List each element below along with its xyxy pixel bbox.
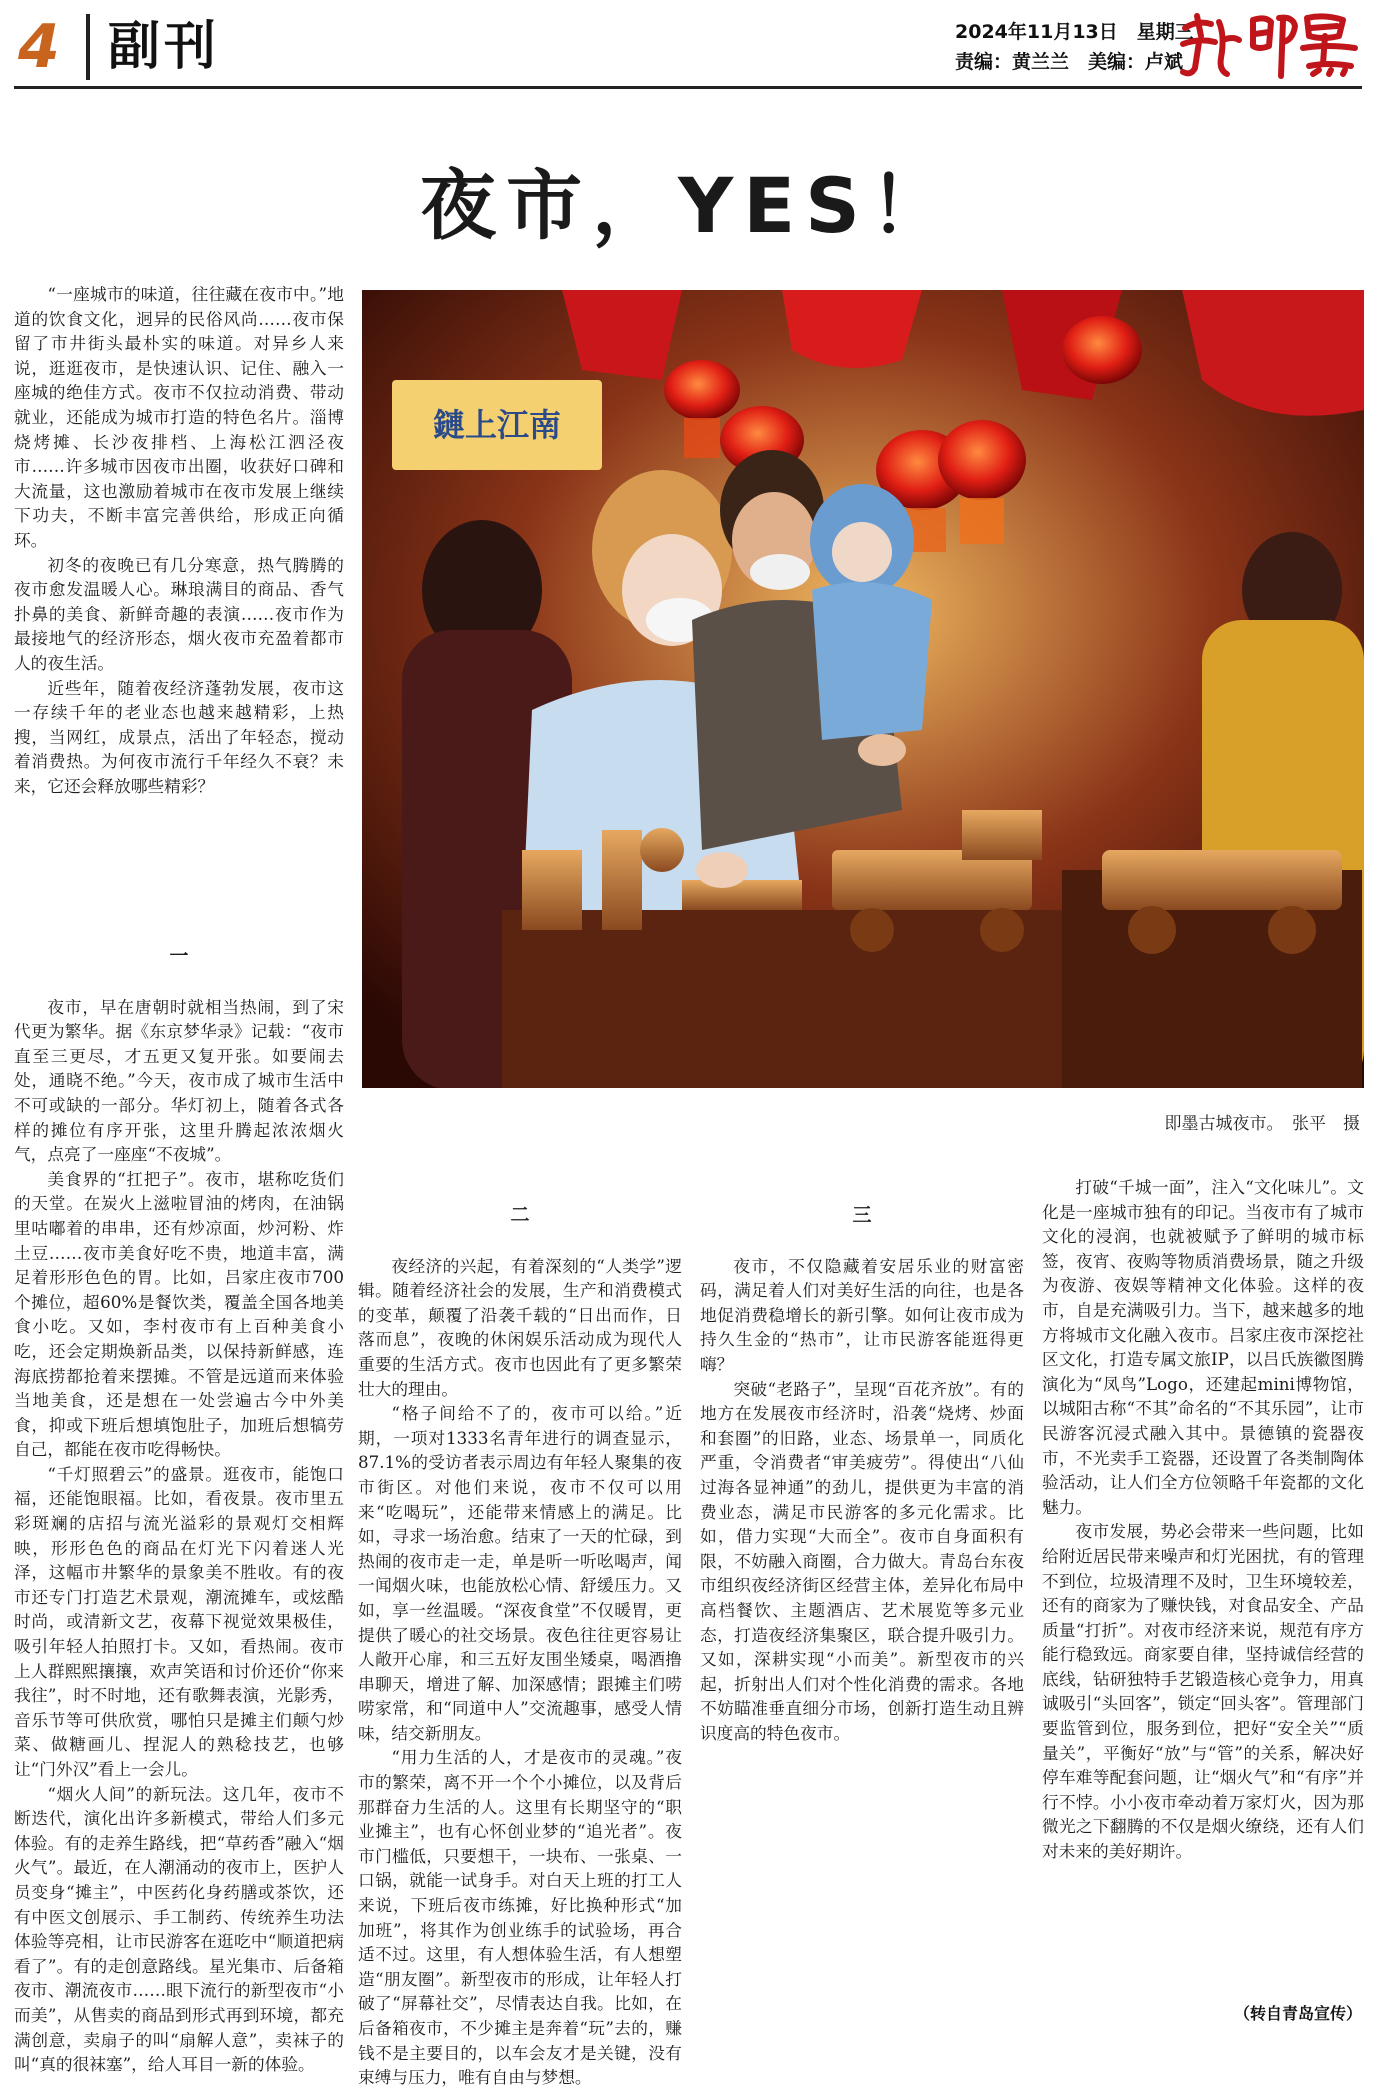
article-intro: [14, 282, 344, 798]
article-source: （转自青岛宣传）: [1233, 2004, 1362, 2023]
intro-paragraph: “一座城市的味道，往往藏在夜市中。”地道的饮食文化，迥异的民俗风尚……夜市保留了市井街头最朴实的味道。对异乡人来说，逛逛夜市，是快速认识、记住、融入一座城的绝佳方式。夜市不仅拉动消费、带动就业，还能成为城市打造的特色名片。淄博烧烤摊、长沙夜排档、上海松江泗泾夜市……许多城市因夜市出圈，收获好口碑和大流量，这也激励着城市在夜市发展上继续下功夫，不断丰富完善供给，形成正向循环。: [14, 284, 344, 550]
editors-line: 责编：黄兰兰 美编：卢斌: [955, 51, 1184, 73]
body-paragraph: 夜市，早在唐朝时就相当热闹，到了宋代更为繁华。据《东京梦华录》记载：“夜市直至三更尽，才五更又复开张。如要闹去处，通晓不绝。”今天，夜市成了城市生活中不可或缺的一部分。华灯初上，随着各式各样的摊位有序开张，这里升腾起浓浓烟火气，点亮了一座座“不夜城”。: [14, 996, 344, 1165]
date-line: 2024年11月13日 星期三: [955, 21, 1194, 43]
intro-paragraph: 初冬的夜晚已有几分寒意，热气腾腾的夜市愈发温暖人心。琳琅满目的商品、香气扑鼻的美食、新鲜奇趣的表演……夜市作为最接地气的经济形态，烟火夜市充盈着都市人的夜生活。: [14, 554, 344, 673]
section-heading-three: 三: [852, 1204, 872, 1226]
section-heading-two: 二: [510, 1204, 530, 1226]
masthead-divider: [86, 14, 90, 80]
article-section-one: [14, 916, 344, 2077]
body-paragraph: 夜经济的兴起，有着深刻的“人类学”逻辑。随着经济社会的发展，生产和消费模式的变革，颠覆了沿袭千载的“日出而作，日落而息”，夜晚的休闲娱乐活动成为现代人重要的生活方式。夜市也因此有了更多繁荣壮大的理由。: [358, 1255, 682, 1399]
article-section-three: [700, 1175, 1024, 1745]
section-title: 副刊: [108, 17, 221, 77]
body-paragraph: “千灯照碧云”的盛景。逛夜市，能饱口福，还能饱眼福。比如，看夜景。夜市里五彩斑斓的店招与流光溢彩的景观灯交相辉映，形形色色的商品在灯光下闪着迷人光泽，这幅市井繁华的景象美不胜收。有的夜市还专门打造艺术景观，潮流摊车，或炫酷时尚，或清新文艺，夜幕下视觉效果极佳，吸引年轻人拍照打卡。又如，看热闹。夜市上人群熙熙攘攘，欢声笑语和讨价还价“你来我往”，时不时地，还有歌舞表演，光影秀，音乐节等可供欣赏，哪怕只是摊主们颠勺炒菜、做糖画儿、捏泥人的熟稔技艺，也够让“门外汉”看上一会儿。: [14, 1463, 344, 1779]
body-paragraph: 美食界的“扛把子”。夜市，堪称吃货们的天堂。在炭火上滋啦冒油的烤肉，在油锅里咕嘟着的串串，还有炒凉面，炒河粉、炸土豆……夜市美食好吃不贵，地道丰富，满足着形形色色的胃。比如，吕家庄夜市700个摊位，超60%是餐饮类，覆盖全国各地美食小吃。又如，李村夜市有上百种美食小吃，还会定期焕新品类，以保持新鲜感，连海底捞都抢着来摆摊。不管是远道而来体验当地美食，还是想在一处尝遍古今中外美食，抑或下班后想填饱肚子，加班后想犒劳自己，都能在夜市吃得畅快。: [14, 1168, 344, 1460]
article-headline: 夜市，YES！: [420, 161, 956, 250]
masthead-rule: [14, 86, 1362, 89]
body-paragraph: “烟火人间”的新玩法。这几年，夜市不断迭代，演化出许多新模式，带给人们多元体验。有的走养生路线，把“草药香”融入“烟火气”。最近，在人潮涌动的夜市上，医护人员变身“摊主”，中医药化身药膳或茶饮，还有中医文创展示、手工制药、传统养生功法体验等亮相，让市民游客在逛吃中“顺道把病看了”。有的走创意路线。星光集市、后备箱夜市、潮流夜市……眼下流行的新型夜市“小而美”，从售卖的商品到形式再到环境，都充满创意，卖扇子的叫“扇解人意”，卖袜子的叫“真的很袜塞”，给人耳目一新的体验。: [14, 1783, 344, 2075]
body-paragraph: 突破“老路子”，呈现“百花齐放”。有的地方在发展夜市经济时，沿袭“烧烤、炒面和套圈”的旧路，业态、场景单一，同质化严重，令消费者“审美疲劳”。得使出“八仙过海各显神通”的劲儿，提供更为丰富的消费业态，满足市民游客的多元化需求。比如，借力实现“大而全”。夜市自身面积有限，不妨融入商圈，合力做大。青岛台东夜市组织夜经济街区经营主体，差异化布局中高档餐饮、主题酒店、艺术展览等多元业态，打造夜经济集聚区，联合提升吸引力。又如，深耕实现“小而美”。新型夜市的兴起，折射出人们对个性化消费的需求。各地不妨瞄准垂直细分市场，创新打造生动且辨识度高的特色夜市。: [700, 1378, 1024, 1743]
photo-caption: 即墨古城夜市。 张平 摄: [1164, 1114, 1360, 1134]
article-section-three-cont: [1042, 1175, 1364, 1864]
newspaper-logo: [1175, 6, 1365, 84]
shop-sign-text: 鏈上江南: [432, 406, 562, 444]
body-paragraph: 夜市，不仅隐藏着安居乐业的财富密码，满足着人们对美好生活的向往，也是各地促消费稳增长的新引擎。如何让夜市成为持久生金的“热市”，让市民游客能逛得更嗨？: [700, 1255, 1024, 1374]
body-paragraph: 夜市发展，势必会带来一些问题，比如给附近居民带来噪声和灯光困扰，有的管理不到位，垃圾清理不及时，卫生环境较差，还有的商家为了赚快钱，对食品安全、产品质量“打折”。对夜市经济来说，规范有序方能行稳致远。商家要自律，坚持诚信经营的底线，钻研独特手艺锻造核心竞争力，用真诚吸引“头回客”，锁定“回头客”。管理部门要监管到位，服务到位，把好“安全关”“质量关”，平衡好“放”与“管”的关系，解决好停车难等配套问题，让“烟火气”和“有序”并行不悖。小小夜市牵动着万家灯火，因为那微光之下翻腾的不仅是烟火缭绕，还有人们对未来的美好期许。: [1042, 1521, 1364, 1862]
intro-paragraph: 近些年，随着夜经济蓬勃发展，夜市这一存续千年的老业态也越来越精彩，上热搜，当网红，成景点，活出了年轻态，搅动着消费热。为何夜市流行千年经久不衰？未来，它还会释放哪些精彩？: [14, 677, 344, 796]
body-paragraph: “用力生活的人，才是夜市的灵魂。”夜市的繁荣，离不开一个个小摊位，以及背后那群奋力生活的人。这里有长期坚守的“职业摊主”，也有心怀创业梦的“追光者”。夜市门槛低，只要想干，一块布、一张桌、一口锅，就能一试身手。对白天上班的打工人来说，下班后夜市练摊，好比换种形式“加加班”，将其作为创业练手的试验场，再合适不过。这里，有人想体验生活，有人想塑造“朋友圈”。新型夜市的形成，让年轻人打破了“屏幕社交”，尽情表达自我。比如，在后备箱夜市，不少摊主是奔着“玩”去的，赚钱不是主要目的，以车会友才是关键，没有束缚与压力，唯有自由与梦想。: [358, 1747, 682, 2088]
night-market-photo: [362, 290, 1364, 1088]
body-paragraph: 打破“千城一面”，注入“文化味儿”。文化是一座城市独有的印记。当夜市有了城市文化的浸润，也就被赋予了鲜明的城市标签，夜宵、夜购等物质消费场景，随之升级为夜游、夜娱等精神文化体验。这样的夜市，自是充满吸引力。当下，越来越多的地方将城市文化融入夜市。吕家庄夜市深挖社区文化，打造专属文旅IP，以吕氏族徽图腾演化为“凤鸟”Logo，还建起mini博物馆，以城阳古称“不其”命名的“不其乐园”，让市民游客沉浸式融入其中。景德镇的瓷器夜市，不光卖手工瓷器，还设置了各类制陶体验活动，让人们全方位领略千年瓷都的文化魅力。: [1042, 1177, 1364, 1517]
article-section-two: [358, 1175, 682, 2090]
body-paragraph: “格子间给不了的，夜市可以给。”近期，一项对1333名青年进行的调查显示，87.1%的受访者表示周边有年轻人聚集的夜市街区。对他们来说，夜市不仅可以用来“吃喝玩”，还能带来情感上的满足。比如，寻求一场治愈。结束了一天的忙碌，到热闹的夜市走一走，单是听一听吆喝声，闻一闻烟火味，也能放松心情、舒缓压力。又如，享一丝温暖。“深夜食堂”不仅暖胃，更提供了暖心的社交场景。夜色往往更容易让人敞开心扉，和三五好友围坐矮桌，喝酒撸串聊天，增进了解、加深感情；跟摊主们唠唠家常，和“同道中人”交流趣事，感受人情味，结交新朋友。: [358, 1403, 682, 1743]
section-heading-one: 一: [169, 945, 189, 967]
page-number: 4: [18, 12, 60, 82]
